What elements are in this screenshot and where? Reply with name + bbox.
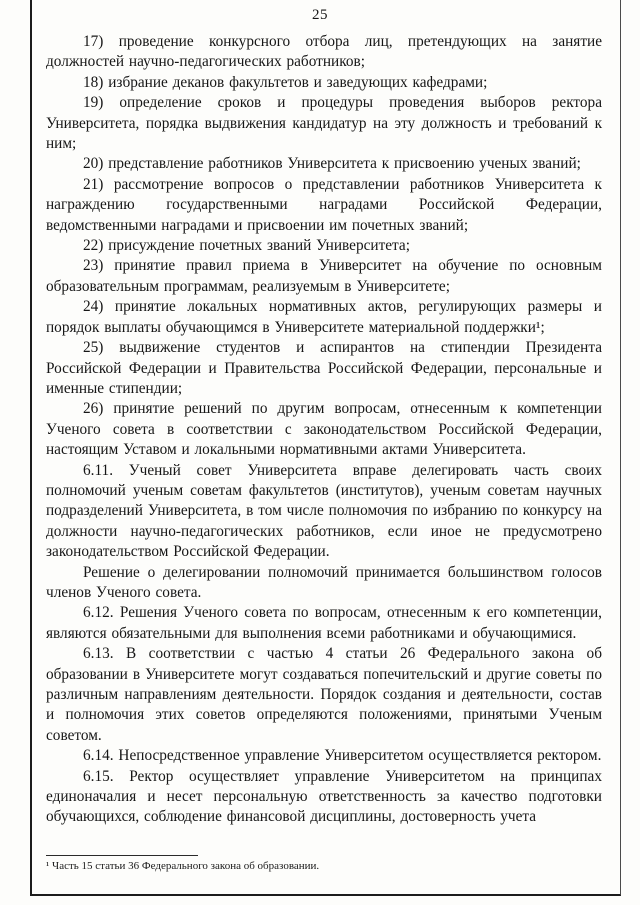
paragraph-delegation-decision: Решение о делегировании полномочий принимается большинством голосов членов Ученого совета.: [46, 563, 602, 601]
paragraph-6-13: 6.13. В соответствии с частью 4 статьи 26 Федерального закона об образовании в Университете могут создаваться попечительский и другие советы по различным направлениям деятельности. Порядок создания и деятельности, состав и полномочия этих советов определяются положениями, принятыми Ученым советом.: [46, 645, 602, 744]
paragraph-item-21: 21) рассмотрение вопросов о представлении работников Университета к награждению государственными наградами Российской Федерации, ведомственными наградами и присвоении им почетных званий;: [46, 175, 602, 234]
paragraph-item-20: 20) представление работников Университета к присвоению ученых званий;: [83, 155, 581, 173]
paragraph-item-25: 25) выдвижение студентов и аспирантов на стипендии Президента Российской Федерации и Правительства Российской Федерации, персональные и именные стипендии;: [46, 339, 602, 397]
paragraph-item-19: 19) определение сроков и процедуры проведения выборов ректора Университета, порядка выдвижения кандидатур на эту должность и требований к ним;: [46, 94, 602, 153]
paragraph-6-12: 6.12. Решения Ученого совета по вопросам, отнесенным к его компетенции, являются обязательными для выполнения всеми работниками и обучающимися.: [46, 604, 602, 642]
paragraph-item-24: 24) принятие локальных нормативных актов, регулирующих размеры и порядок выплаты обучающимся в Университете материальной поддержки¹;: [46, 298, 602, 336]
paragraph-item-18: 18) избрание деканов факультетов и заведующих кафедрами;: [83, 73, 488, 91]
paragraph-item-22: 22) присуждение почетных званий Университета;: [83, 237, 410, 255]
document-body: [46, 32, 602, 828]
paragraph-item-23: 23) принятие правил приема в Университет на обучение по основным образовательным программам, реализуемым в Университете;: [46, 257, 602, 295]
footnote-text: ¹ Часть 15 статьи 36 Федерального закона об образовании.: [46, 860, 320, 872]
paragraph-item-17: 17) проведение конкурсного отбора лиц, претендующих на занятие должностей научно-педагогических работников;: [46, 33, 602, 71]
paragraph-6-15: 6.15. Ректор осуществляет управление Университетом на принципах единоначалия и несет персональную ответственность за качество подготовки обучающихся, соблюдение финансовой дисциплины, достоверность учета: [46, 767, 602, 826]
footnote-area: [46, 855, 602, 873]
paragraph-6-11: 6.11. Ученый совет Университета вправе делегировать часть своих полномочий ученым советам факультетов (институтов), ученым советам научных подразделений Университета, в том числе полномочия по избранию по конкурсу на должности научно-педагогических работников, если иное не предусмотрено законодательством Российской Федерации.: [46, 461, 602, 561]
footnote-divider: [46, 855, 198, 856]
paragraph-6-14: 6.14. Непосредственное управление Университетом осуществляется ректором.: [83, 747, 602, 765]
paragraph-item-26: 26) принятие решений по другим вопросам, отнесенным к компетенции Ученого совета в соответствии с законодательством Российской Федерации, настоящим Уставом и локальными нормативными актами Университета.: [46, 400, 602, 459]
page-number: 25: [312, 7, 328, 23]
